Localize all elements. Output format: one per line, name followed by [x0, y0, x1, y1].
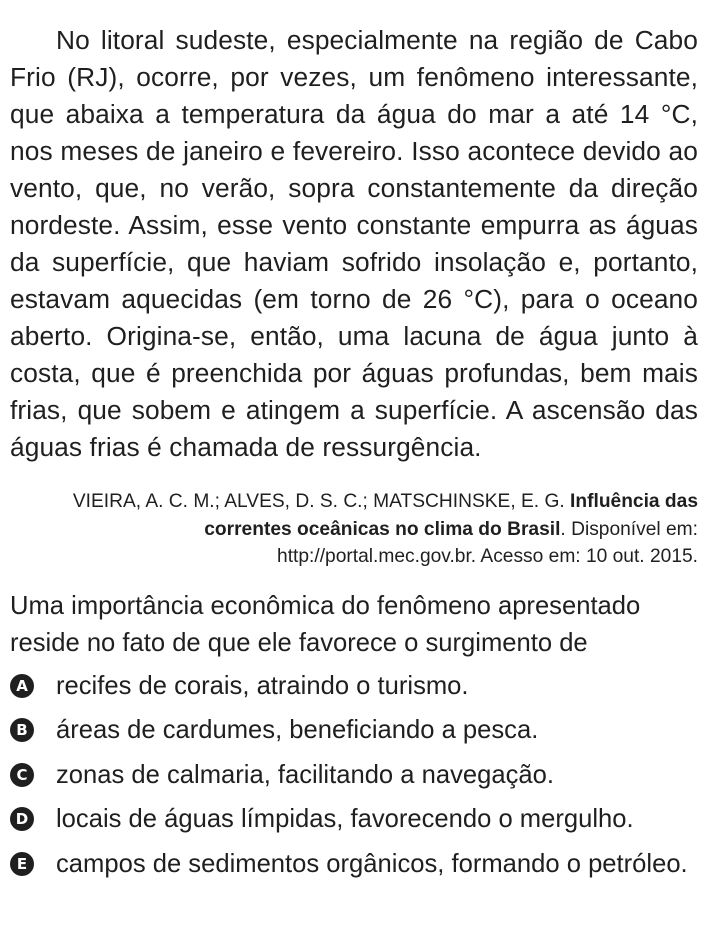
option-letter-badge: A [10, 674, 34, 698]
option-d[interactable] [10, 797, 698, 842]
exam-question [10, 22, 698, 886]
option-text: áreas de cardumes, beneficiando a pesca. [56, 716, 539, 745]
citation-authors: VIEIRA, A. C. M.; ALVES, D. S. C.; MATSCHINSKE, E. G. [72, 491, 571, 512]
passage-text: No litoral sudeste, especialmente na região de Cabo Frio (RJ), ocorre, por vezes, um fenômeno interessante, que abaixa a temperatura da água do mar a até 14 °C, nos meses de janeiro e fevereiro. Isso acontece devido ao vento, que, no verão, sopra constantemente da direção nordeste. Assim, esse vento constante empurra as águas da superfície, que haviam sofrido insolação e, portanto, estavam aquecidas (em torno de 26 °C), para o oceano aberto. Origina-se, então, uma lacuna de água junto à costa, que é preenchida por águas profundas, bem mais frias, que sobem e atingem a superfície. A ascensão das águas frias é chamada de ressurgência. [10, 25, 698, 462]
option-letter-badge: D [10, 807, 34, 831]
option-letter-badge: C [10, 763, 34, 787]
option-letter-badge: B [10, 718, 34, 742]
option-letter-badge: E [10, 852, 34, 876]
question-stem: Uma importância econômica do fenômeno apresentado reside no fato de que ele favorece o surgimento de [10, 591, 641, 657]
option-text: locais de águas límpidas, favorecendo o mergulho. [56, 805, 634, 834]
option-text: campos de sedimentos orgânicos, formando o petróleo. [56, 849, 688, 878]
option-b[interactable] [10, 708, 698, 753]
option-c[interactable] [10, 753, 698, 798]
source-citation [10, 488, 698, 571]
citation-access-info: . Disponível em: http://portal.mec.gov.br. Acesso em: 10 out. 2015. [277, 518, 698, 567]
option-e[interactable] [10, 842, 698, 887]
option-text: zonas de calmaria, facilitando a navegação. [56, 760, 554, 789]
option-text: recifes de corais, atraindo o turismo. [56, 671, 469, 700]
option-a[interactable] [10, 664, 698, 709]
answer-options [10, 664, 698, 887]
citation-title: Influência das correntes oceânicas no clima do Brasil [204, 491, 698, 540]
